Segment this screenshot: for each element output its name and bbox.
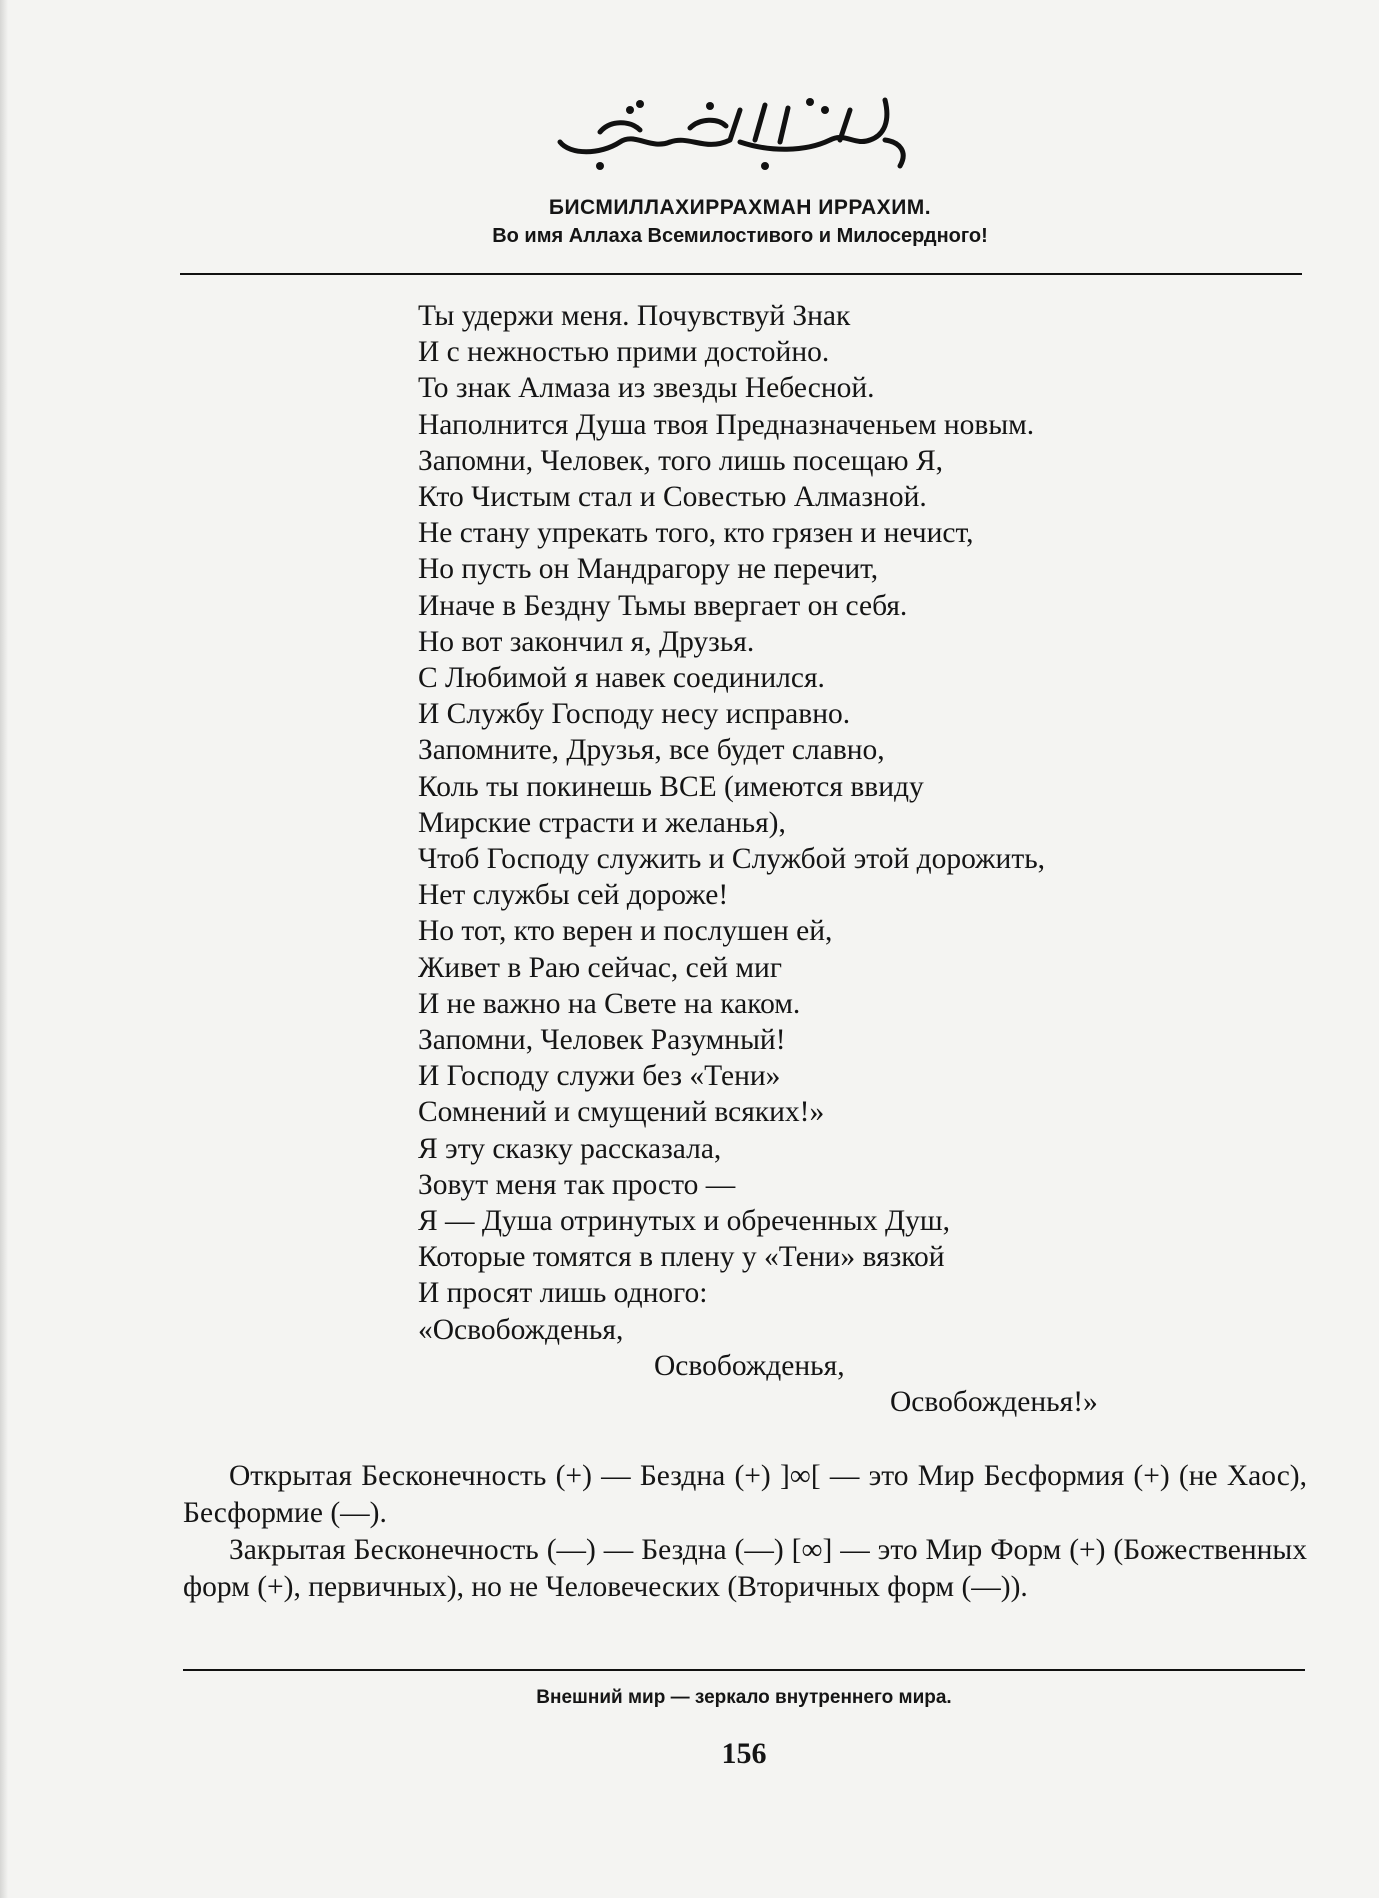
poem-line: Но пусть он Мандрагору не перечит,	[418, 553, 879, 586]
poem-line: И Службу Господу несу исправно.	[418, 698, 851, 731]
poem-line: Но тот, кто верен и послушен ей,	[418, 915, 833, 948]
poem-line: Иначе в Бездну Тьмы ввергает он себя.	[418, 589, 908, 622]
header-title: БИСМИЛЛАХИРРАХМАН ИРРАХИМ.	[548, 196, 932, 219]
poem-line: Чтоб Господу служить и Службой этой дорожить,	[418, 843, 1046, 876]
poem-line: Нет службы сей дороже!	[418, 879, 729, 912]
poem-line: И не важно на Свете на каком.	[418, 987, 801, 1020]
page-number: 156	[721, 1737, 767, 1770]
poem-line: То знак Алмаза из звезды Небесной.	[418, 372, 875, 405]
bismillah-calligraphy-icon	[540, 80, 920, 180]
poem-line: Зовут меня так просто —	[418, 1168, 736, 1201]
poem-line: Я эту сказку рассказала,	[418, 1132, 722, 1165]
poem-line: И с нежностью прими достойно.	[418, 336, 830, 369]
prose-paragraph-closed-infinity: Закрытая Бесконечность (—) — Бездна (—) [∞] — это Мир Форм (+) (Божественных форм (+), первичных), но не Человеческих (Вторичных форм (—)).	[183, 1534, 1307, 1603]
poem-line: Ты удержи меня. Почувствуй Знак	[418, 300, 851, 332]
poem-line-indented: Освобожденья,	[654, 1349, 845, 1382]
poem-line: С Любимой я навек соединился.	[418, 662, 825, 695]
poem-line: Коль ты покинешь ВСЕ (имеются ввиду	[418, 770, 924, 803]
poem-line: Мирские страсти и желанья),	[418, 806, 786, 839]
prose-block	[183, 1458, 1307, 1606]
poem-line: Наполнится Душа твоя Предназначеньем новым.	[418, 408, 1035, 441]
poem-line: Запомни, Человек Разумный!	[418, 1024, 786, 1057]
poem-line: И Господу служи без «Тени»	[418, 1060, 781, 1093]
header-divider	[180, 273, 1302, 275]
poem-line: Не стану упрекать того, кто грязен и нечист,	[418, 517, 974, 550]
poem-line: Запомни, Человек, того лишь посещаю Я,	[418, 444, 944, 477]
poem-line-indented: Освобожденья!»	[890, 1386, 1098, 1419]
poem-line: Живет в Раю сейчас, сей миг	[418, 951, 782, 984]
footer-divider	[183, 1669, 1305, 1671]
poem-line: Запомните, Друзья, все будет славно,	[418, 734, 885, 767]
poem-line: Я — Душа отринутых и обреченных Душ,	[418, 1205, 950, 1238]
prose-paragraph-open-infinity: Открытая Бесконечность (+) — Бездна (+) ]∞[ — это Мир Бесформия (+) (не Хаос), Бесформие (—).	[183, 1460, 1307, 1529]
poem-line: «Освобожденья,	[418, 1313, 624, 1346]
footer-motto: Внешний мир — зеркало внутреннего мира.	[536, 1687, 952, 1708]
header-subtitle: Во имя Аллаха Всемилостивого и Милосердного!	[492, 225, 988, 247]
poem-line: Но вот закончил я, Друзья.	[418, 625, 755, 658]
poem	[418, 298, 1298, 1420]
poem-line: Сомнений и смущений всяких!»	[418, 1096, 825, 1129]
poem-line: Кто Чистым стал и Совестью Алмазной.	[418, 481, 927, 514]
poem-line: И просят лишь одного:	[418, 1277, 708, 1310]
poem-line: Которые томятся в плену у «Тени» вязкой	[418, 1241, 945, 1274]
scan-edge-shadow	[0, 0, 8, 1898]
